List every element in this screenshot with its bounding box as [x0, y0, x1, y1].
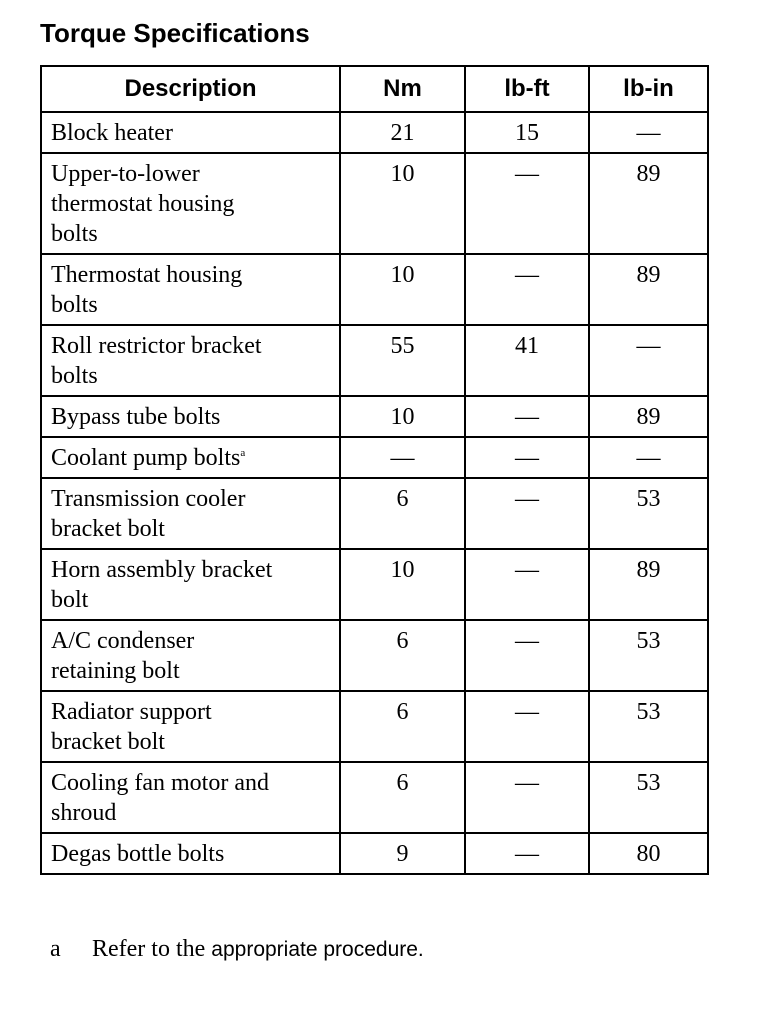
description-line: Block heater — [51, 120, 173, 146]
cell-description — [41, 549, 340, 620]
description-line: retaining bolt — [51, 658, 180, 684]
cell-lb-in: — — [589, 437, 708, 478]
description-line: Transmission cooler — [51, 486, 246, 512]
table-row — [41, 478, 708, 549]
footnote — [50, 936, 424, 963]
description-line: Roll restrictor bracket — [51, 333, 262, 359]
cell-lb-ft: 41 — [465, 325, 589, 396]
cell-description — [41, 112, 340, 153]
cell-lb-in: — — [589, 112, 708, 153]
cell-lb-in: 80 — [589, 833, 708, 874]
description-line: Radiator support — [51, 699, 212, 725]
footnote-text: Refer to the — [92, 936, 206, 962]
table-header-row — [41, 66, 708, 112]
cell-lb-ft: — — [465, 833, 589, 874]
description-line: shroud — [51, 800, 117, 826]
description-line: Upper-to-lower — [51, 161, 200, 187]
cell-nm: 10 — [340, 153, 465, 254]
cell-description — [41, 396, 340, 437]
header-nm: Nm — [340, 66, 465, 112]
cell-description — [41, 833, 340, 874]
cell-lb-in: — — [589, 325, 708, 396]
footnote-text-tail: appropriate procedure. — [211, 938, 424, 961]
description-line: bolts — [51, 363, 98, 389]
header-lb-ft: lb-ft — [465, 66, 589, 112]
cell-lb-in: 89 — [589, 254, 708, 325]
cell-lb-ft: 15 — [465, 112, 589, 153]
description-line: bolts — [51, 292, 98, 318]
cell-lb-in: 89 — [589, 396, 708, 437]
table-row — [41, 691, 708, 762]
cell-lb-ft: — — [465, 153, 589, 254]
cell-lb-ft: — — [465, 762, 589, 833]
description-line: Horn assembly bracket — [51, 557, 273, 583]
table-row — [41, 620, 708, 691]
description-line: bolt — [51, 587, 89, 613]
cell-lb-in: 53 — [589, 620, 708, 691]
cell-lb-in: 89 — [589, 549, 708, 620]
cell-lb-ft: — — [465, 254, 589, 325]
description-line: Thermostat housing — [51, 262, 243, 288]
description-line: Bypass tube bolts — [51, 404, 221, 430]
header-description: Description — [41, 66, 340, 112]
cell-description — [41, 153, 340, 254]
cell-lb-in: 53 — [589, 691, 708, 762]
table-row — [41, 112, 708, 153]
cell-description — [41, 478, 340, 549]
description-line: bracket bolt — [51, 516, 165, 542]
description-line: Cooling fan motor and — [51, 770, 269, 796]
description-line: thermostat housing — [51, 191, 235, 217]
cell-lb-ft: — — [465, 691, 589, 762]
cell-nm: 10 — [340, 396, 465, 437]
cell-nm: 9 — [340, 833, 465, 874]
table-row — [41, 833, 708, 874]
table-row — [41, 325, 708, 396]
cell-lb-ft: — — [465, 620, 589, 691]
cell-lb-ft: — — [465, 437, 589, 478]
cell-description — [41, 691, 340, 762]
description-line: Coolant pump bolts — [51, 445, 241, 471]
description-line: bolts — [51, 221, 98, 247]
cell-lb-in: 89 — [589, 153, 708, 254]
cell-nm: 10 — [340, 549, 465, 620]
header-lb-in: lb-in — [589, 66, 708, 112]
table-row — [41, 396, 708, 437]
description-line: bracket bolt — [51, 729, 165, 755]
cell-description — [41, 620, 340, 691]
cell-nm: 10 — [340, 254, 465, 325]
footnote-ref: a — [240, 447, 246, 459]
cell-nm: — — [340, 437, 465, 478]
description-line: A/C condenser — [51, 628, 195, 654]
table-row — [41, 254, 708, 325]
table-row — [41, 153, 708, 254]
cell-description — [41, 762, 340, 833]
footnote-marker: a — [50, 936, 61, 962]
cell-description — [41, 254, 340, 325]
table-row — [41, 549, 708, 620]
table-row — [41, 762, 708, 833]
cell-nm: 6 — [340, 762, 465, 833]
cell-nm: 6 — [340, 478, 465, 549]
cell-lb-ft: — — [465, 396, 589, 437]
cell-nm: 6 — [340, 691, 465, 762]
table-body — [41, 112, 708, 874]
cell-description — [41, 325, 340, 396]
cell-lb-in: 53 — [589, 762, 708, 833]
cell-nm: 55 — [340, 325, 465, 396]
description-line: Degas bottle bolts — [51, 841, 225, 867]
cell-lb-ft: — — [465, 549, 589, 620]
table-row — [41, 437, 708, 478]
cell-nm: 6 — [340, 620, 465, 691]
cell-lb-ft: — — [465, 478, 589, 549]
cell-lb-in: 53 — [589, 478, 708, 549]
page-title: Torque Specifications — [40, 18, 310, 48]
torque-spec-table — [40, 65, 709, 875]
cell-nm: 21 — [340, 112, 465, 153]
cell-description — [41, 437, 340, 478]
